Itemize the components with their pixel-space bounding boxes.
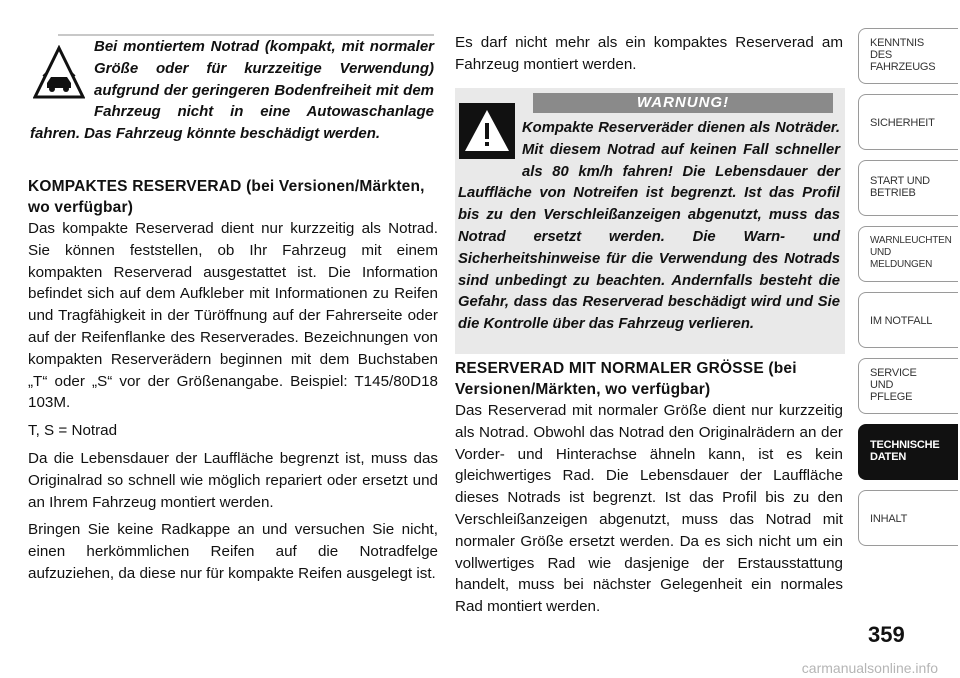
chapter-sidebar (858, 28, 960, 556)
tab-kenntnis-des-fahrzeugs[interactable]: KENNTNIS DES FAHRZEUGS (858, 28, 958, 84)
notice-block (30, 36, 434, 145)
warning-title: WARNUNG! (533, 93, 833, 113)
car-warning-icon (30, 42, 88, 104)
compact-spare-paragraph: Das kompakte Reserverad dient nur kurzzeitig als Notrad. Sie können feststellen, ob Ihr Fahrzeug mit einem kompakten Reserverad ausgestattet ist. Die Information befindet sich auf dem Aufkleber mit Informationen zu Reifen und Tragfähigkeit in der Türöffnung auf der Fahrerseite oder auf der Reifenflanke des Reserverades. Bezeichnungen von kompakten Reserverädern beginnen mit dem Buchstaben „T“ oder „S“ vor der Größenangabe. Beispiel: T145/80D18 103M. (28, 220, 438, 412)
mid-intro-paragraph: Es darf nicht mehr als ein kompaktes Reserverad am Fahrzeug montiert werden. (455, 34, 843, 73)
warning-content (458, 118, 840, 336)
full-size-spare-paragraph: Das Reserverad mit normaler Größe dient nur kurzzeitig als Notrad. Obwohl das Notrad den Originalrädern an der Vorder- und Hinterachse ähneln kann, ist es kein gleichwertiges Rad. Die Lebensdauer der Lauffläche dieses Notrads ist begrenzt. Ist das Profil bis zu den Verschleißanzeigen abgenutzt, muss das Notrad mit normaler Größe ersetzt werden. Da es sich nicht um ein vollwertiges Rad wie dasjenige der Erstausstattung handelt, muss bei nächster Gelegenheit ein normales Rad montiert werden. (455, 402, 843, 616)
section-heading-full-size-spare: RESERVERAD MIT NORMALER GRÖSSE (bei Versionen/Märkten, wo verfügbar) (455, 360, 797, 398)
tab-im-notfall[interactable]: IM NOTFALL (858, 292, 958, 348)
notice-text: Bei montiertem Notrad (kompakt, mit normaler Größe oder für kurzzeitige Verwendung) aufgrund der geringeren Bodenfreiheit mit dem Fahrzeug nicht in eine Autowaschanlage fahren. Das Fahrzeug könnte beschädigt werden. (30, 38, 434, 143)
warning-triangle-icon (458, 100, 516, 162)
page-number: 359 (868, 622, 905, 647)
mid-lower-block (455, 358, 843, 624)
tab-start-und-betrieb[interactable]: START UND BETRIEB (858, 160, 958, 216)
tab-technische-daten[interactable]: TECHNISCHE DATEN (858, 424, 958, 480)
hubcap-paragraph: Bringen Sie keine Radkappe an und versuchen Sie nicht, einen herkömmlichen Reifen auf die Notradfelge aufzuziehen, da diese nur für kompakte Reifen ausgelegt ist. (28, 521, 438, 582)
tab-inhalt[interactable]: INHALT (858, 490, 958, 546)
mid-intro-block (455, 32, 843, 82)
tab-warnleuchten-und-meldungen[interactable]: WARNLEUCHTEN UND MELDUNGEN (858, 226, 958, 282)
notrad-definition: T, S = Notrad (28, 422, 118, 440)
tab-sicherheit[interactable]: SICHERHEIT (858, 94, 958, 150)
left-column (28, 176, 438, 591)
section-heading-compact-spare: KOMPAKTES RESERVERAD (bei Versionen/Märkten, wo verfügbar) (28, 178, 425, 216)
warning-text: Kompakte Reserveräder dienen als Noträder. Mit diesem Notrad auf keinen Fall schneller als 80 km/h fahren! Die Lebensdauer der Lauffläche von Notreifen ist begrenzt. Ist das Profil bis zu den Verschleißanzeigen abgenutzt, muss das Notrad ersetzt werden. Die Warn- und Sicherheitshinweise für die Verwendung des Notrads sind unbedingt zu beachten. Andernfalls besteht die Gefahr, dass das Reserverad beschädigt wird und Sie die Kontrolle über das Fahrzeug verlieren. (458, 120, 840, 333)
tab-service-und-pflege[interactable]: SERVICE UND PFLEGE (858, 358, 958, 414)
watermark: carmanualsonline.info (801, 660, 938, 676)
tread-life-paragraph: Da die Lebensdauer der Lauffläche begrenzt ist, muss das Originalrad so schnell wie möglich repariert oder ersetzt und an Ihrem Fahrzeug montiert werden. (28, 449, 438, 511)
